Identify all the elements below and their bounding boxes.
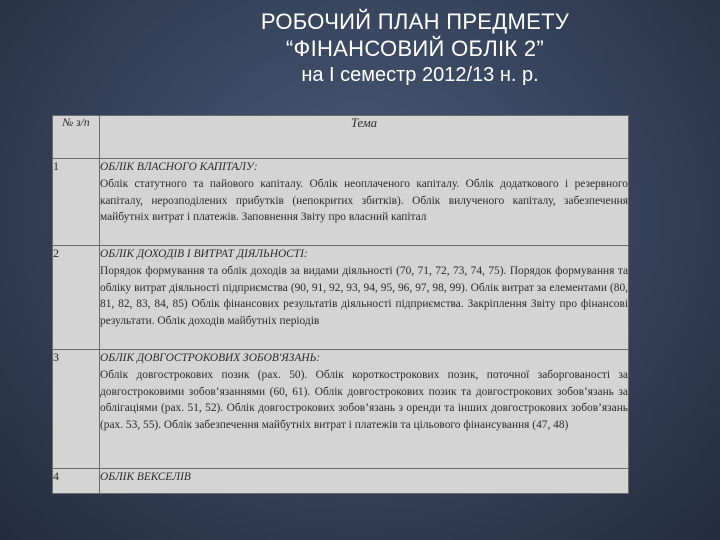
table-header-row <box>53 116 629 159</box>
slide-title <box>0 8 720 89</box>
table-row <box>53 159 629 246</box>
title-line-1: РОБОЧИЙ ПЛАН ПРЕДМЕТУ <box>260 9 570 34</box>
header-topic: Тема <box>100 116 629 159</box>
title-line-3: на І семестр 2012/13 н. р. <box>301 64 539 86</box>
row-topic <box>100 246 629 350</box>
table-row <box>53 350 629 469</box>
row-topic <box>100 469 629 494</box>
table-row <box>53 246 629 350</box>
row-topic <box>100 159 629 246</box>
row-number: 1 <box>53 159 100 246</box>
topic-heading: ОБЛІК ДОХОДІВ І ВИТРАТ ДІЯЛЬНОСТІ: <box>100 248 308 260</box>
row-number: 2 <box>53 246 100 350</box>
row-number: 4 <box>53 469 100 494</box>
topic-body: Облік довгострокових позик (рах. 50). Облік короткострокових позик, поточної заборгованості за довгостроковими зобов’язаннями (60, 61). Облік довгострокових позик та довгострокових зобов’язань за облігаціями (рах. 51, 52). Облік довгострокових зобов’язань з оренди та інших довгострокових зобов’язань (рах. 53, 55). Облік забезпечення майбутніх витрат і платежів та цільового фінансування (47, 48) <box>100 368 628 432</box>
table-row <box>53 469 629 494</box>
row-topic <box>100 350 629 469</box>
topic-heading: ОБЛІК ВЛАСНОГО КАПІТАЛУ: <box>100 161 258 173</box>
topic-body: Порядок формування та облік доходів за видами діяльності (70, 71, 72, 73, 74, 75). Порядок формування та обліку витрат діяльності підприємства (90, 91, 92, 93, 94, 95, 96, 97, 98, 99). Облік витрат за елементами (80, 81, 82, 83, 84, 85) Облік фінансових результатів діяльності підприємства. Закріплення Звіту про фінансові результати. Облік доходів майбутніх періодів <box>100 264 628 328</box>
header-num: № з/п <box>53 116 100 159</box>
row-number: 3 <box>53 350 100 469</box>
topic-heading: ОБЛІК ВЕКСЕЛІВ <box>100 471 191 483</box>
topic-body: Облік статутного та пайового капіталу. Облік неоплаченого капіталу. Облік додаткового і резервного капіталу, нерозподілених прибутків (непокритих збитків). Облік вилученого капіталу, забезпечення майбутніх витрат і платежів. Заповнення Звіту про власний капітал <box>100 177 628 224</box>
plan-table <box>52 115 629 494</box>
title-line-2: “ФІНАНСОВИЙ ОБЛІК 2” <box>285 36 545 61</box>
topic-heading: ОБЛІК ДОВГОСТРОКОВИХ ЗОБОВ'ЯЗАНЬ: <box>100 352 321 364</box>
